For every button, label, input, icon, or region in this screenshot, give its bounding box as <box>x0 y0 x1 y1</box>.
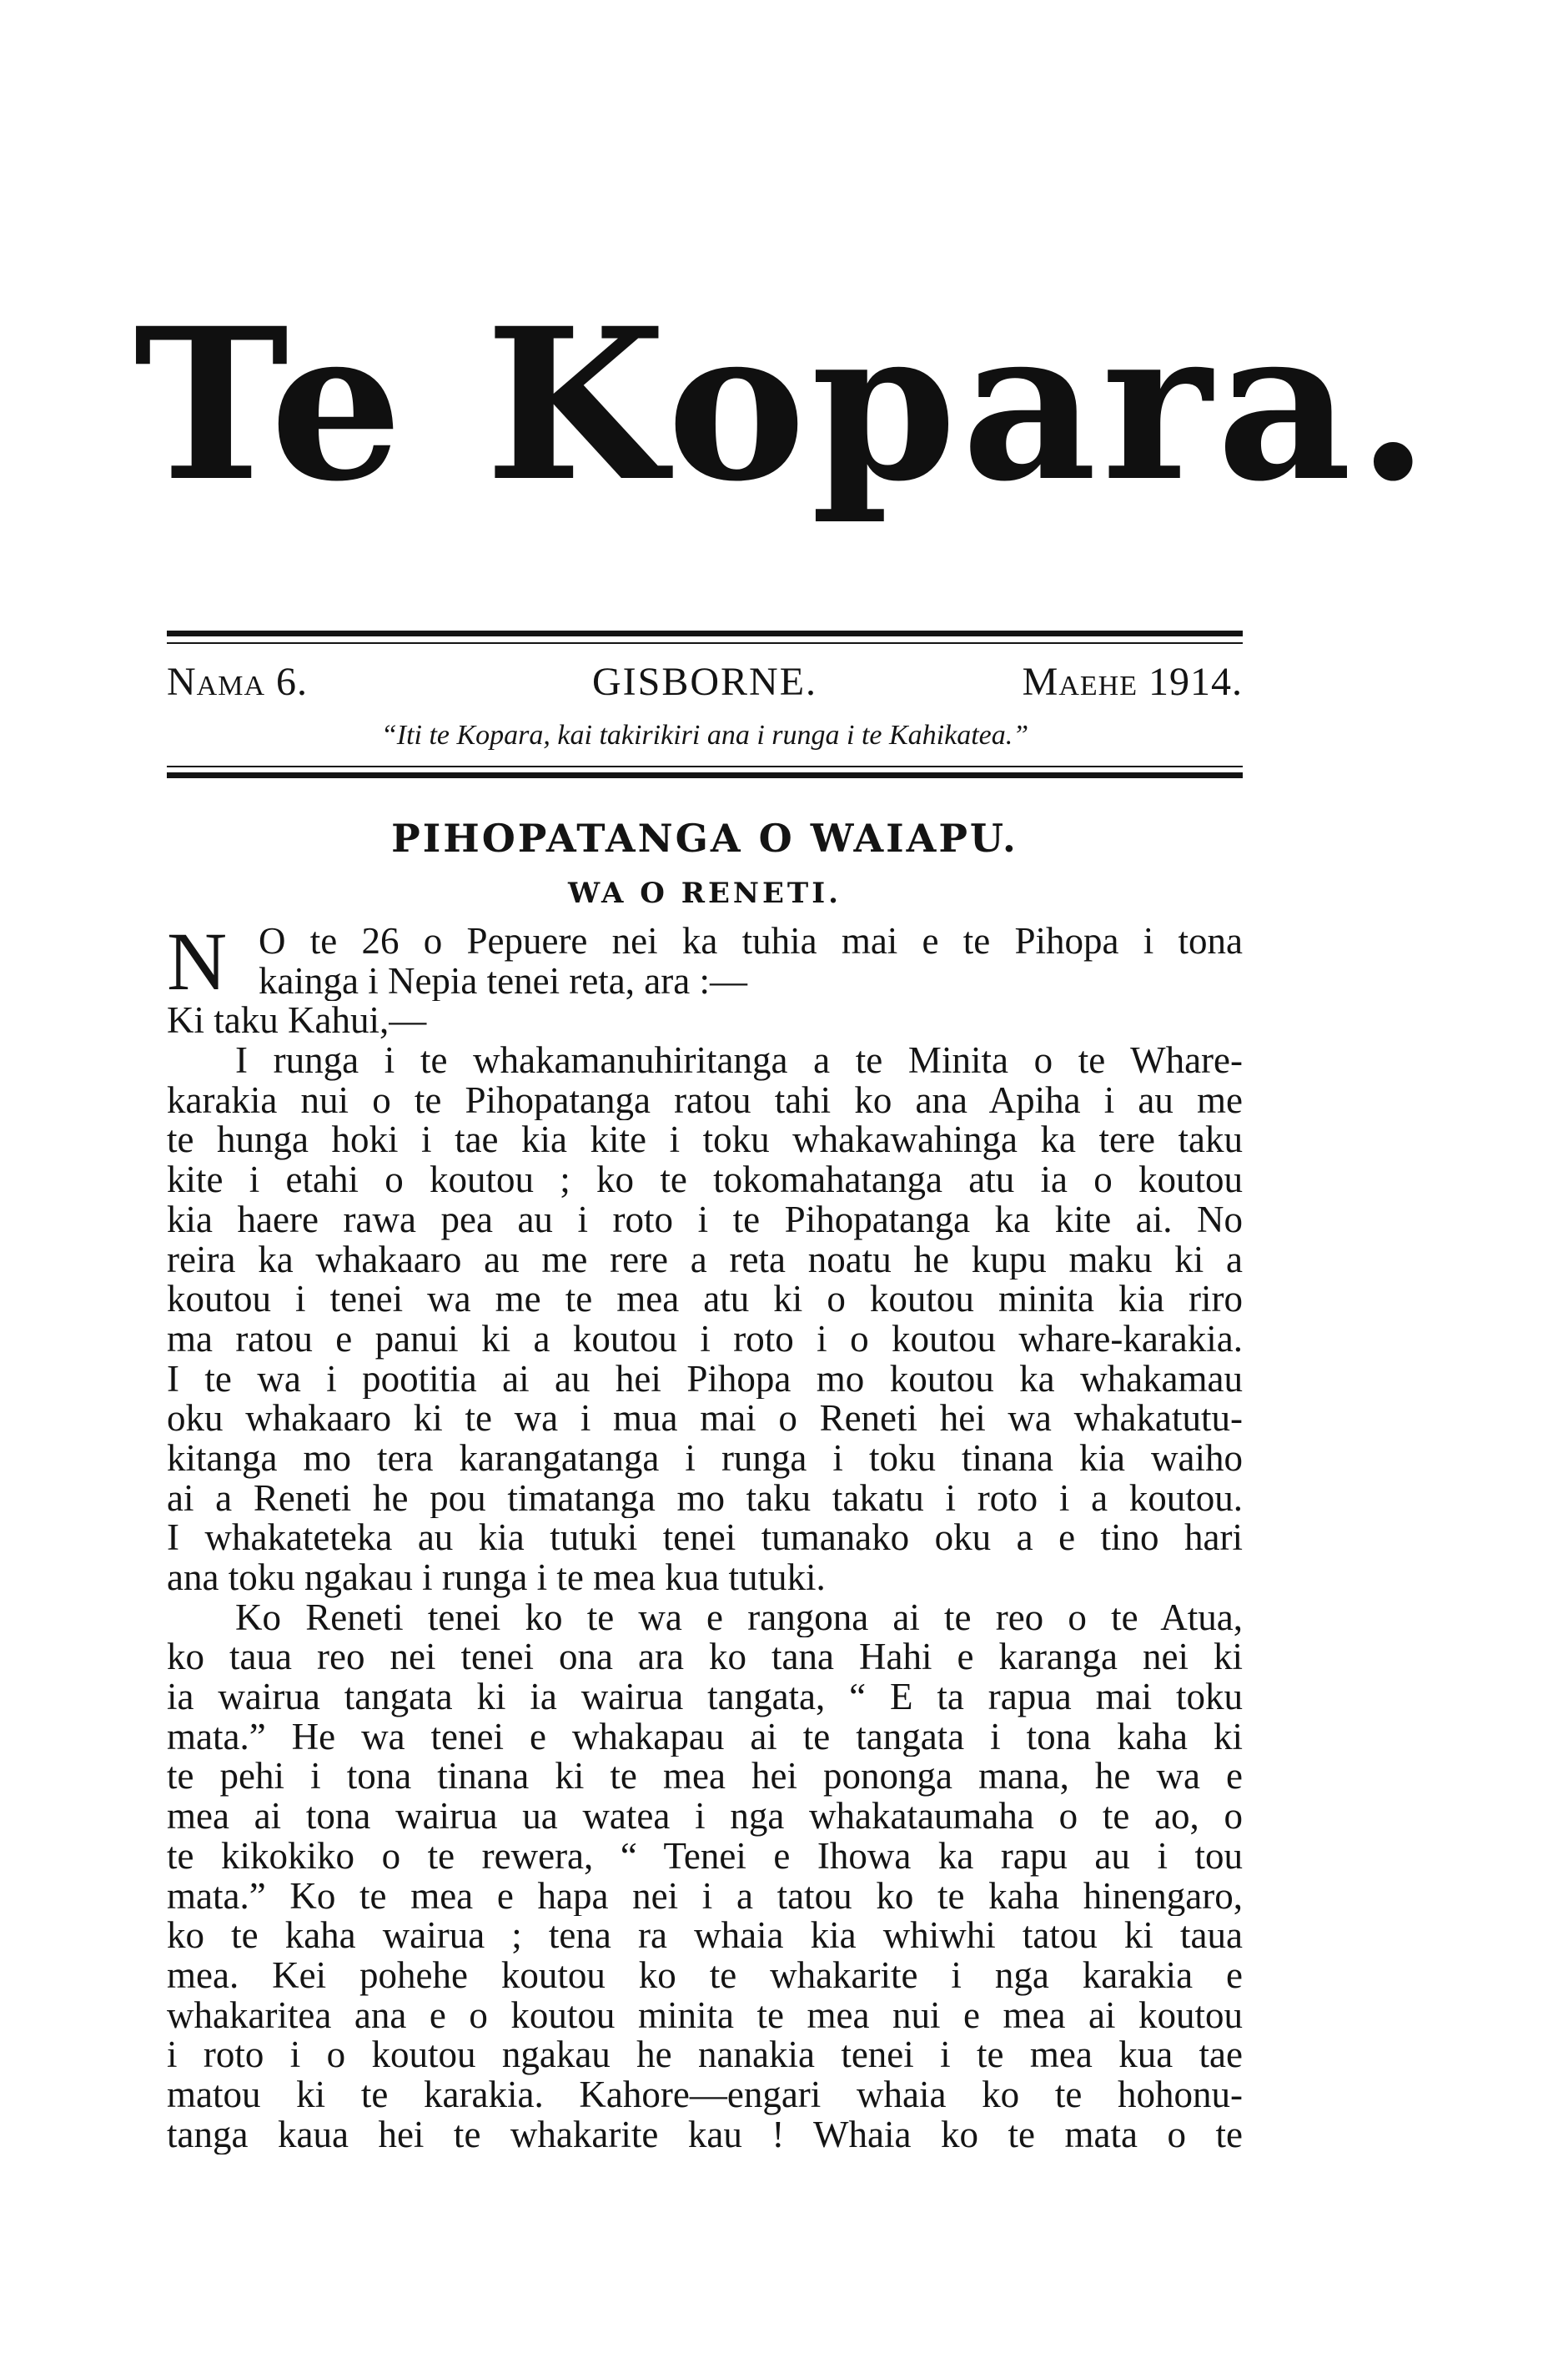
issue-date: Maehe 1914. <box>1022 660 1243 704</box>
top-rule-thin <box>167 642 1243 644</box>
article-title: PIHOPATANGA O WAIAPU. <box>391 816 1018 861</box>
text-line: kite i etahi o koutou ; ko te tokomahatanga atu ia o koutou <box>167 1160 1243 1200</box>
top-rule-thick <box>167 631 1243 636</box>
masthead-title: Te Kopara. <box>133 282 1435 527</box>
issue-line <box>167 657 1243 707</box>
text-line: whakaritea ana e o koutou minita te mea nui e mea ai koutou <box>167 1995 1243 2036</box>
text-line: ia wairua tangata ki ia wairua tangata, “ E ta rapua mai toku <box>167 1677 1243 1717</box>
motto: “Iti te Kopara, kai takirikiri ana i runga i te Kahikatea.” <box>380 720 1029 751</box>
text-line: ko taua reo nei tenei ona ara ko tana Hahi e karanga nei ki <box>167 1637 1243 1678</box>
text-line: I whakateteka au kia tutuki tenei tumanako oku a e tino hari <box>167 1518 1243 1558</box>
text-line: mea ai tona wairua ua watea i nga whakataumaha o te ao, o <box>167 1797 1243 1837</box>
text-line: tanga kaua hei te whakarite kau ! Whaia ko te mata o te <box>167 2114 1243 2155</box>
text-line: ai a Reneti he pou timatanga mo taku takatu i roto i a koutou. <box>167 1478 1243 1519</box>
text-line: Ko Reneti tenei ko te wa e rangona ai te reo o te Atua, <box>235 1597 1243 1638</box>
text-line: kia haere rawa pea au i roto i te Pihopatanga ka kite ai. No <box>167 1199 1243 1240</box>
text-line: karakia nui o te Pihopatanga ratou tahi ko ana Apiha i au me <box>167 1080 1243 1121</box>
text-line: mata.” Ko te mea e hapa nei i a tatou ko te kaha hinengaro, <box>167 1876 1243 1917</box>
text-line: koutou i tenei wa me te mea atu ki o koutou minita kia riro <box>167 1280 1243 1320</box>
text-line: Ki taku Kahui,— <box>167 1001 427 1042</box>
text-line: ana toku ngakau i runga i te mea kua tutuki. <box>167 1558 826 1598</box>
text-line: mata.” He wa tenei e whakapau ai te tangata i tona kaha ki <box>167 1717 1243 1757</box>
drop-cap: N <box>167 915 228 1008</box>
text-line: mea. Kei pohehe koutou ko te whakarite i nga karakia e <box>167 1955 1243 1996</box>
text-line: I te wa i pootitia ai au hei Pihopa mo koutou ka whakamau <box>167 1359 1243 1400</box>
article-subtitle: WA O RENETI. <box>568 877 842 910</box>
issue-number: Nama 6. <box>167 660 309 704</box>
text-line: kainga i Nepia tenei reta, ara :— <box>259 961 747 1002</box>
text-line: te hunga hoki i tae kia kite i toku whakawahinga ka tere taku <box>167 1120 1243 1161</box>
issue-place: GISBORNE. <box>591 660 818 704</box>
bottom-rule-thin <box>167 766 1243 767</box>
text-line: O te 26 o Pepuere nei ka tuhia mai e te Pihopa i tona <box>259 922 1243 962</box>
text-line: i roto i o koutou ngakau he nanakia tenei i te mea kua tae <box>167 2035 1243 2075</box>
text-line: te pehi i tona tinana ki te mea hei pononga mana, he wa e <box>167 1757 1243 1797</box>
text-line: ko te kaha wairua ; tena ra whaia kia whiwhi tatou ki taua <box>167 1916 1243 1956</box>
bottom-rule-thick <box>167 772 1243 778</box>
text-line: matou ki te karakia. Kahore—engari whaia ko te hohonu- <box>167 2074 1243 2115</box>
text-line: te kikokiko o te rewera, “ Tenei e Ihowa ka rapu au i tou <box>167 1836 1243 1877</box>
text-line: kitanga mo tera karangatanga i runga i toku tinana kia waiho <box>167 1438 1243 1479</box>
text-line: I runga i te whakamanuhiritanga a te Minita o te Whare- <box>235 1041 1243 1081</box>
text-line: reira ka whakaaro au me rere a reta noatu he kupu maku ki a <box>167 1239 1243 1280</box>
text-line: ma ratou e panui ki a koutou i roto i o koutou whare-karakia. <box>167 1319 1243 1360</box>
text-line: oku whakaaro ki te wa i mua mai o Reneti hei wa whakatutu- <box>167 1399 1243 1439</box>
article-body <box>167 915 1243 2155</box>
